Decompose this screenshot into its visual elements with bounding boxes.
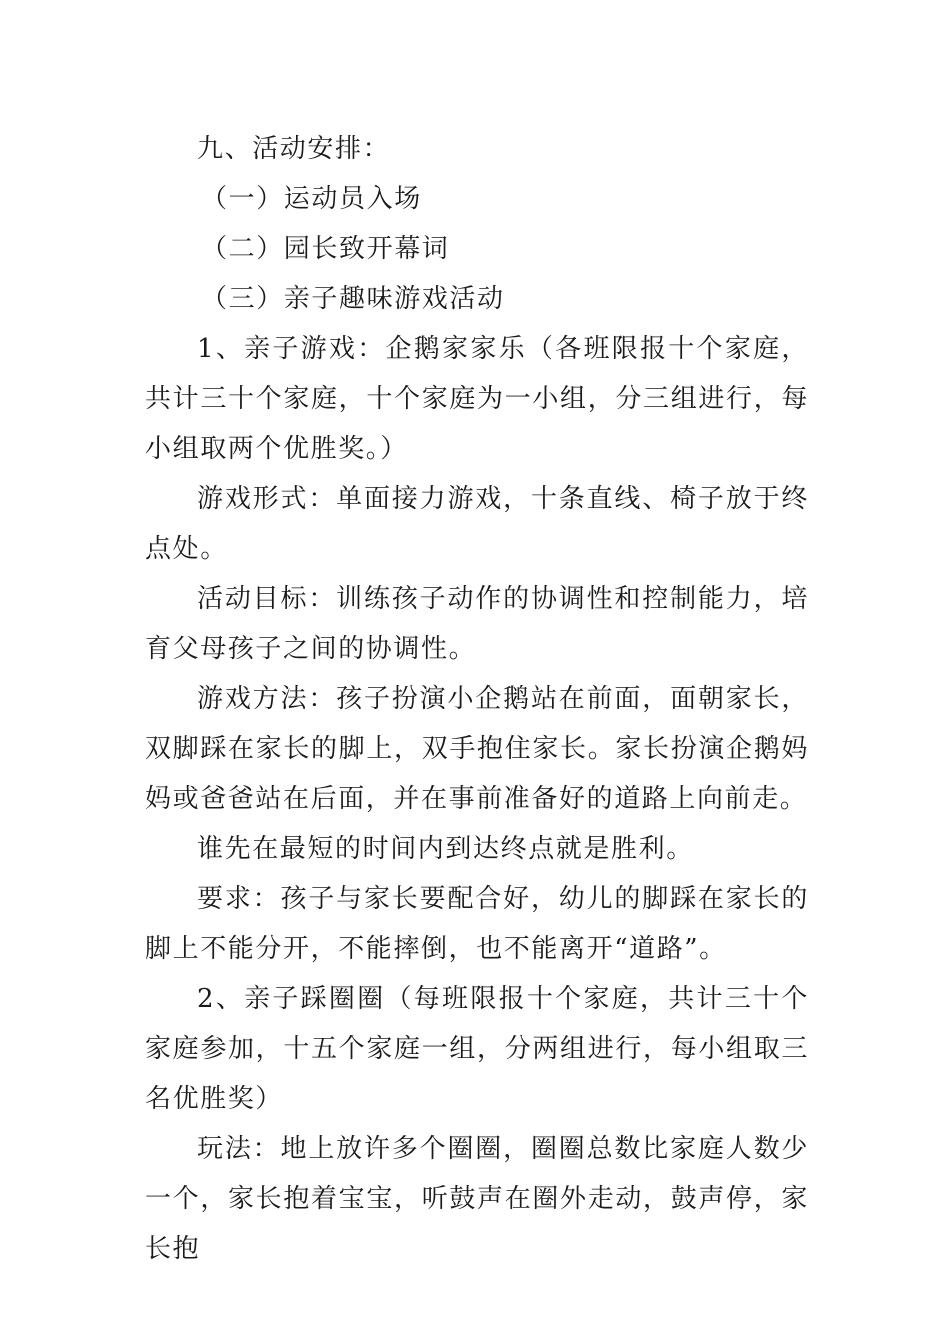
- schedule-item-opening-speech: （二）园长致开幕词: [201, 234, 450, 264]
- document-body: [145, 124, 809, 1274]
- section-heading-activity-schedule: 九、活动安排：: [197, 134, 391, 164]
- game-1-format: 游戏形式：单面接力游戏，十条直线、椅子放于终点处。: [145, 484, 809, 564]
- schedule-item-parent-child-games: （三）亲子趣味游戏活动: [201, 284, 505, 314]
- game-1-requirements: 要求：孩子与家长要配合好，幼儿的脚踩在家长的脚上不能分开，不能摔倒，也不能离开“道路”。: [145, 884, 809, 964]
- game-1-winner: 谁先在最短的时间内到达终点就是胜利。: [197, 834, 694, 864]
- game-1-goal: 活动目标：训练孩子动作的协调性和控制能力，培育父母孩子之间的协调性。: [145, 584, 809, 664]
- game-2-title: 2、亲子踩圈圈（每班限报十个家庭，共计三十个家庭参加，十五个家庭一组，分两组进行，每小组取三名优胜奖）: [145, 984, 809, 1114]
- game-1-method: 游戏方法：孩子扮演小企鹅站在前面，面朝家长，双脚踩在家长的脚上，双手抱住家长。家长扮演企鹅妈妈或爸爸站在后面，并在事前准备好的道路上向前走。: [145, 684, 809, 814]
- game-1-title: 1、亲子游戏：企鹅家家乐（各班限报十个家庭，共计三十个家庭，十个家庭为一小组，分三组进行，每小组取两个优胜奖。）: [145, 334, 809, 464]
- game-2-rules: 玩法：地上放许多个圈圈，圈圈总数比家庭人数少一个，家长抱着宝宝，听鼓声在圈外走动，鼓声停，家长抱: [145, 1134, 809, 1264]
- schedule-item-athletes-entry: （一）运动员入场: [201, 184, 422, 214]
